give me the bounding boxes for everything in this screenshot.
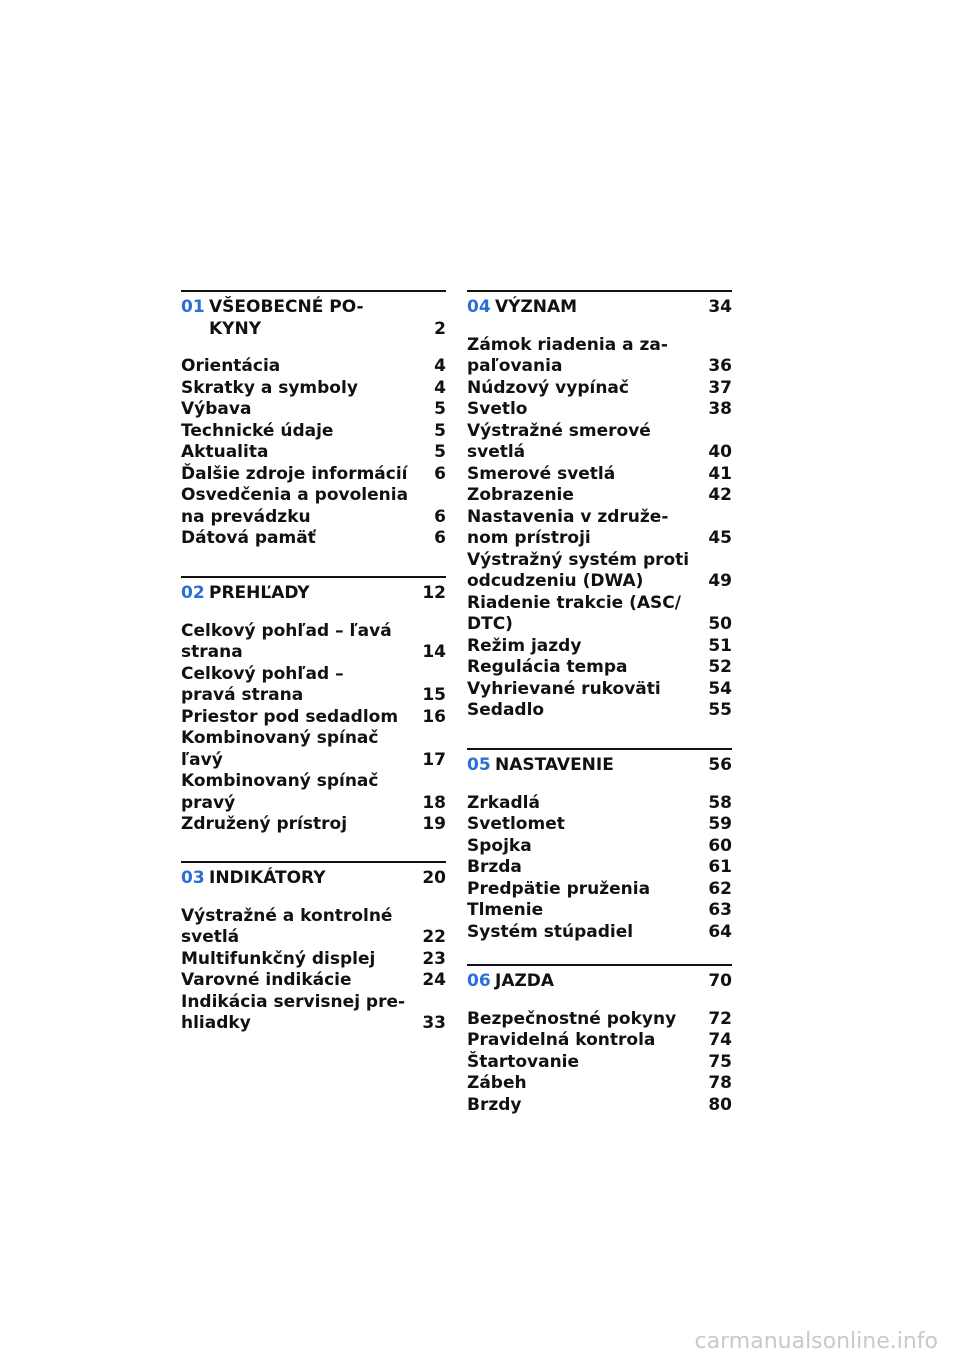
- toc-section-02: [181, 576, 446, 836]
- entry-page-number: 72: [708, 1008, 732, 1029]
- entry-page-number: 78: [708, 1073, 732, 1093]
- toc-entry[interactable]: [181, 970, 446, 992]
- entry-page-number: 64: [708, 921, 732, 942]
- entry-page-number: 18: [422, 792, 446, 813]
- section-title: NASTAVENIE: [495, 755, 614, 775]
- entry-title: Vyhrievané rukoväti: [467, 678, 661, 699]
- section-number: 06: [467, 971, 491, 991]
- section-title: VÝZNAM: [495, 297, 578, 317]
- entry-title: Svetlomet: [467, 814, 565, 834]
- toc-entry[interactable]: [467, 485, 732, 507]
- toc-entry[interactable]: [467, 335, 732, 378]
- entry-title: Multifunkčný displej: [181, 948, 376, 969]
- toc-entry[interactable]: [467, 507, 732, 550]
- section-page-number: 2: [434, 318, 446, 339]
- section-number: 05: [467, 755, 491, 775]
- section-number: 03: [181, 868, 205, 888]
- toc-entry[interactable]: [181, 528, 446, 550]
- entry-title: Aktualita: [181, 442, 269, 462]
- section-heading[interactable]: [467, 755, 732, 777]
- entry-title: Dátová pamäť: [181, 528, 316, 548]
- entry-title: Výbava: [181, 399, 252, 419]
- section-entries: [181, 621, 446, 836]
- entry-page-number: 15: [422, 685, 446, 705]
- section-entries: [181, 906, 446, 1035]
- entry-page-number: 50: [708, 614, 732, 634]
- entry-page-number: 24: [422, 970, 446, 990]
- section-title: JAZDA: [495, 971, 555, 991]
- entry-page-number: 61: [708, 857, 732, 877]
- toc-entry[interactable]: [181, 992, 446, 1035]
- entry-title: Celkový pohľad – pravá strana: [181, 663, 344, 705]
- entry-page-number: 37: [708, 377, 732, 398]
- entry-title: Pravidelná kontrola: [467, 1030, 656, 1050]
- toc-section-03: [181, 861, 446, 1035]
- entry-title: Indikácia servisnej pre- hliadky: [181, 991, 406, 1033]
- entry-page-number: 5: [434, 420, 446, 441]
- entry-title: Riadenie trakcie (ASC/ DTC): [467, 592, 681, 634]
- entry-title: Kombinovaný spínač pravý: [181, 771, 379, 813]
- entry-page-number: 41: [708, 463, 732, 484]
- toc-entry[interactable]: [467, 636, 732, 658]
- entry-title: Výstražné smerové svetlá: [467, 420, 651, 462]
- entry-page-number: 5: [434, 399, 446, 419]
- entry-page-number: 16: [422, 706, 446, 727]
- entry-title: Zobrazenie: [467, 485, 574, 505]
- entry-title: Kombinovaný spínač ľavý: [181, 728, 379, 770]
- toc-entry[interactable]: [467, 879, 732, 901]
- entry-page-number: 6: [434, 506, 446, 527]
- entry-title: Priestor pod sedadlom: [181, 706, 399, 727]
- section-title: VŠEOBECNÉ PO- KYNY: [209, 297, 364, 339]
- section-entries: [467, 335, 732, 722]
- entry-page-number: 75: [708, 1051, 732, 1072]
- entry-title: Zrkadlá: [467, 792, 540, 813]
- toc-entry[interactable]: [467, 814, 732, 836]
- toc-section-01: [181, 290, 446, 550]
- toc-entry[interactable]: [467, 793, 732, 815]
- toc-entry[interactable]: [467, 679, 732, 701]
- entry-page-number: 38: [708, 399, 732, 419]
- entry-page-number: 58: [708, 792, 732, 813]
- entry-page-number: 6: [434, 528, 446, 548]
- section-heading[interactable]: [181, 297, 446, 340]
- entry-title: Skratky a symboly: [181, 377, 358, 398]
- section-heading[interactable]: [181, 583, 446, 605]
- entry-title: Ďalšie zdroje informácií: [181, 463, 408, 484]
- toc-entry[interactable]: [181, 421, 446, 443]
- entry-title: Núdzový vypínač: [467, 377, 629, 398]
- toc-entry[interactable]: [181, 464, 446, 486]
- toc-entry[interactable]: [467, 700, 732, 722]
- toc-entry[interactable]: [181, 356, 446, 378]
- entry-page-number: 14: [422, 642, 446, 662]
- toc-entry[interactable]: [467, 857, 732, 879]
- entry-title: Varovné indikácie: [181, 970, 352, 990]
- entry-title: Bezpečnostné pokyny: [467, 1008, 677, 1029]
- section-page-number: 12: [422, 583, 446, 603]
- entry-page-number: 22: [422, 927, 446, 947]
- toc-entry[interactable]: [181, 399, 446, 421]
- toc-entry[interactable]: [181, 949, 446, 971]
- section-entries: [181, 356, 446, 550]
- toc-entry[interactable]: [467, 399, 732, 421]
- entry-page-number: 5: [434, 442, 446, 462]
- entry-title: Smerové svetlá: [467, 463, 616, 484]
- entry-title: Zámok riadenia a za- paľovania: [467, 334, 668, 376]
- toc-entry[interactable]: [181, 707, 446, 729]
- entry-page-number: 59: [708, 814, 732, 834]
- section-page-number: 20: [422, 868, 446, 888]
- entry-page-number: 40: [708, 442, 732, 462]
- toc-entry[interactable]: [467, 1073, 732, 1095]
- toc-entry[interactable]: [181, 771, 446, 814]
- toc-section-05: [467, 748, 732, 943]
- entry-title: Celkový pohľad – ľavá strana: [181, 620, 392, 662]
- entry-page-number: 17: [422, 749, 446, 770]
- section-title: PREHĽADY: [209, 583, 310, 603]
- section-title: INDIKÁTORY: [209, 868, 326, 888]
- entry-page-number: 80: [708, 1094, 732, 1115]
- entry-title: Predpätie pruženia: [467, 878, 651, 899]
- entry-title: Tlmenie: [467, 900, 544, 920]
- section-entries: [467, 793, 732, 944]
- entry-page-number: 74: [708, 1030, 732, 1050]
- entry-page-number: 6: [434, 463, 446, 484]
- entry-page-number: 51: [708, 635, 732, 656]
- entry-page-number: 19: [422, 814, 446, 834]
- toc-entry[interactable]: [467, 1009, 732, 1031]
- entry-page-number: 52: [708, 657, 732, 677]
- entry-title: Režim jazdy: [467, 635, 582, 656]
- entry-page-number: 63: [708, 900, 732, 920]
- entry-title: Brzda: [467, 857, 522, 877]
- toc-entry[interactable]: [467, 900, 732, 922]
- toc-entry[interactable]: [181, 906, 446, 949]
- section-number: 01: [181, 297, 205, 317]
- section-heading[interactable]: [467, 971, 732, 993]
- toc-entry[interactable]: [467, 836, 732, 858]
- section-page-number: 56: [708, 755, 732, 775]
- entry-page-number: 33: [422, 1013, 446, 1033]
- entry-title: Brzdy: [467, 1094, 522, 1115]
- entry-page-number: 62: [708, 878, 732, 899]
- entry-page-number: 42: [708, 485, 732, 505]
- section-page-number: 34: [708, 297, 732, 317]
- entry-title: Systém stúpadiel: [467, 921, 634, 942]
- section-number: 02: [181, 583, 205, 603]
- entry-page-number: 4: [434, 356, 446, 376]
- toc-entry[interactable]: [181, 621, 446, 664]
- toc-entry[interactable]: [467, 593, 732, 636]
- toc-entry[interactable]: [181, 378, 446, 400]
- entry-page-number: 4: [434, 377, 446, 398]
- entry-title: Spojka: [467, 835, 532, 856]
- entry-page-number: 60: [708, 835, 732, 856]
- entry-title: Výstražné a kontrolné svetlá: [181, 905, 393, 947]
- toc-entry[interactable]: [467, 657, 732, 679]
- section-heading[interactable]: [467, 297, 732, 319]
- entry-title: Sedadlo: [467, 700, 545, 720]
- section-entries: [467, 1009, 732, 1117]
- entry-title: Technické údaje: [181, 420, 334, 441]
- toc-entry[interactable]: [467, 464, 732, 486]
- section-page-number: 70: [708, 971, 732, 991]
- entry-title: Nastavenia v združe- nom prístroji: [467, 506, 669, 548]
- toc-entry[interactable]: [467, 378, 732, 400]
- toc-entry[interactable]: [467, 421, 732, 464]
- toc-entry[interactable]: [467, 922, 732, 944]
- entry-title: Regulácia tempa: [467, 657, 628, 677]
- toc-entry[interactable]: [467, 1052, 732, 1074]
- entry-page-number: 23: [422, 948, 446, 969]
- entry-title: Štartovanie: [467, 1051, 580, 1072]
- entry-title: Svetlo: [467, 399, 528, 419]
- section-number: 04: [467, 297, 491, 317]
- toc-entry[interactable]: [181, 814, 446, 836]
- toc-entry[interactable]: [467, 550, 732, 593]
- entry-page-number: 36: [708, 356, 732, 376]
- entry-page-number: 49: [708, 571, 732, 591]
- toc-entry[interactable]: [181, 728, 446, 771]
- entry-page-number: 45: [708, 528, 732, 548]
- entry-page-number: 54: [708, 678, 732, 699]
- toc-entry[interactable]: [181, 442, 446, 464]
- toc-section-06: [467, 964, 732, 1116]
- toc-entry[interactable]: [181, 485, 446, 528]
- toc-entry[interactable]: [467, 1095, 732, 1117]
- entry-title: Osvedčenia a povolenia na prevádzku: [181, 485, 409, 527]
- entry-title: Výstražný systém proti odcudzeniu (DWA): [467, 549, 690, 591]
- entry-title: Združený prístroj: [181, 814, 348, 834]
- entry-page-number: 55: [708, 700, 732, 720]
- toc-entry[interactable]: [181, 664, 446, 707]
- toc-section-04: [467, 290, 732, 722]
- entry-title: Orientácia: [181, 356, 281, 376]
- toc-entry[interactable]: [467, 1030, 732, 1052]
- watermark: carmanualsonline.info: [694, 1329, 938, 1354]
- section-heading[interactable]: [181, 868, 446, 890]
- entry-title: Zábeh: [467, 1073, 527, 1093]
